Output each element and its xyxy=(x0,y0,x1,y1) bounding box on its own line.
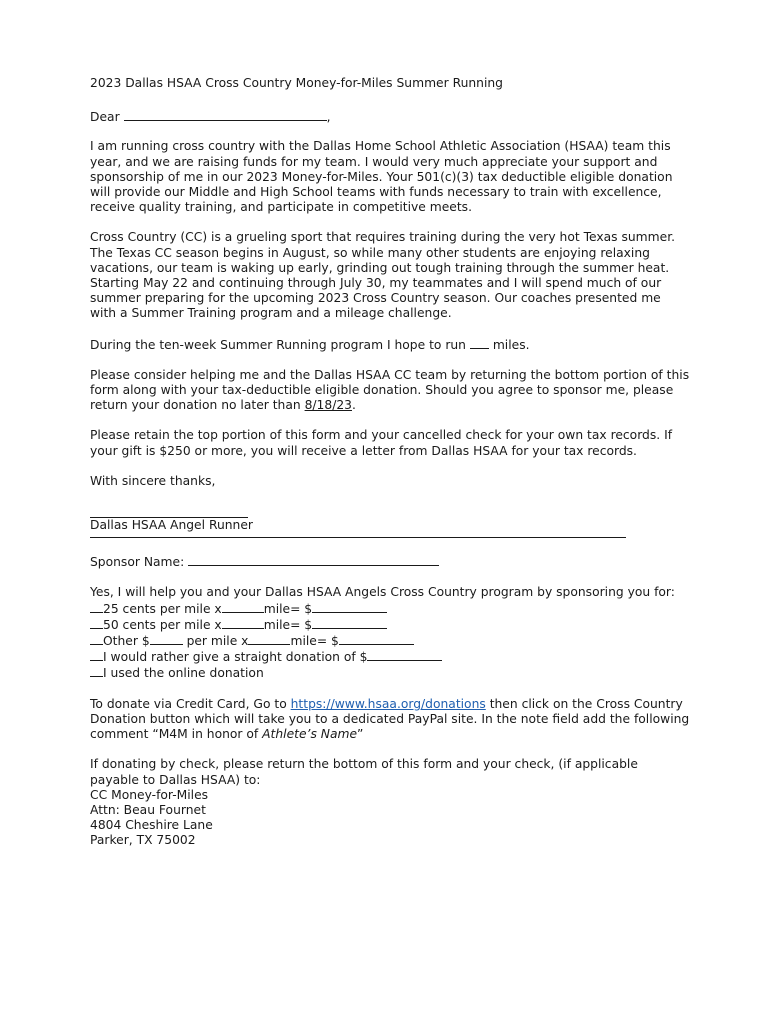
request-text: Please consider helping me and the Dallas HSAA CC team by returning the bottom portion of this form along with your tax-deductible eligible donation. Should you agree to sponsor me, please return your donation no later than xyxy=(90,367,690,413)
option-online-donation xyxy=(90,665,690,681)
intro-paragraph: I am running cross country with the Dallas Home School Athletic Association (HSAA) team this year, and we are raising funds for my team. I would very much appreciate your support and sponsorship of me in our 2023 Money-for-Miles. Your 501(c)(3) tax deductible eligible donation will provide our Middle and High School teams with funds necessary to train with excellence, receive quality training, and participate in competitive meets. xyxy=(90,139,673,215)
options-intro: Yes, I will help you and your Dallas HSAA Angels Cross Country program by sponsoring you for: xyxy=(90,585,675,600)
option-checkbox-blank xyxy=(90,649,103,661)
option-text: mile= $ xyxy=(290,634,339,649)
address-line: Attn: Beau Fournet xyxy=(90,802,206,817)
request-end: . xyxy=(351,398,356,413)
credit-card-paragraph xyxy=(90,697,690,743)
miles-blank xyxy=(222,601,264,613)
greeting-word: Dear xyxy=(90,110,120,125)
check-instructions xyxy=(90,757,690,848)
option-text: per mile x xyxy=(182,634,249,649)
mileage-goal-blank xyxy=(470,337,489,349)
mileage-goal-unit: miles. xyxy=(492,337,530,352)
season-paragraph: Cross Country (CC) is a grueling sport that requires training during the very hot Texas summer. The Texas CC season begins in August, so while many other students are enjoying relaxing vacations, our team is waking up early, grinding out tough training through the summer heat. Starting May 22 and continuing through July 30, my teammates and I will spend much of our summer preparing for the upcoming 2023 Cross Country season. Our coaches presented me with a Summer Training program and a mileage challenge. xyxy=(90,230,676,321)
cut-line-divider xyxy=(90,533,626,538)
donation-link[interactable]: https://www.hsaa.org/donations xyxy=(290,696,486,711)
miles-blank xyxy=(248,633,290,645)
option-text: 25 cents per mile x xyxy=(103,601,222,616)
amount-blank xyxy=(312,617,387,629)
option-checkbox-blank xyxy=(90,601,103,613)
amount-blank xyxy=(339,633,414,645)
option-text: mile= $ xyxy=(263,617,313,632)
greeting xyxy=(90,109,690,125)
recipient-name-blank xyxy=(124,109,327,121)
option-50-cents xyxy=(90,617,690,633)
option-text: 50 cents per mile x xyxy=(103,617,222,632)
tax-records-paragraph: Please retain the top portion of this form and your cancelled check for your own tax records. If your gift is $250 or more, you will receive a letter from Dallas HSAA for your tax records. xyxy=(90,428,673,458)
option-other-rate xyxy=(90,633,690,649)
option-text: I would rather give a straight donation of $ xyxy=(103,650,368,665)
credit-text-after: then click on the Cross Country Donation button which will take you to a dedicated PayPal site. In the note field add the following comment “M4M in honor of xyxy=(90,696,690,742)
sponsor-name-label: Sponsor Name: xyxy=(90,555,185,570)
option-checkbox-blank xyxy=(90,633,103,645)
option-text: Other $ xyxy=(103,634,150,649)
signature-line xyxy=(90,503,248,518)
signature-label: Dallas HSAA Angel Runner xyxy=(90,518,253,533)
option-text: I used the online donation xyxy=(103,666,264,681)
deadline-date: 8/18/23 xyxy=(304,398,352,413)
address-line: Parker, TX 75002 xyxy=(90,833,196,848)
option-25-cents xyxy=(90,601,690,617)
option-straight-donation xyxy=(90,649,690,665)
greeting-comma: , xyxy=(326,110,331,125)
athlete-name-placeholder: Athlete’s Name xyxy=(262,727,358,742)
credit-quote-end: ” xyxy=(357,727,364,742)
sponsor-name-field xyxy=(90,554,690,570)
request-paragraph xyxy=(90,368,690,414)
rate-blank xyxy=(150,633,183,645)
sponsor-name-blank xyxy=(188,554,439,566)
amount-blank xyxy=(367,649,442,661)
mileage-goal-paragraph xyxy=(90,337,690,353)
letter-page xyxy=(90,76,690,849)
option-text: mile= $ xyxy=(263,601,313,616)
credit-text: To donate via Credit Card, Go to xyxy=(90,696,291,711)
sponsorship-options xyxy=(90,585,690,681)
address-line: CC Money-for-Miles xyxy=(90,787,209,802)
option-checkbox-blank xyxy=(90,665,103,677)
option-checkbox-blank xyxy=(90,617,103,629)
check-text: If donating by check, please return the bottom of this form and your check, (if applicable payable to Dallas HSAA) to: xyxy=(90,757,638,787)
amount-blank xyxy=(312,601,387,613)
address-line: 4804 Cheshire Lane xyxy=(90,818,213,833)
page-title: 2023 Dallas HSAA Cross Country Money-for-Miles Summer Running xyxy=(90,76,503,90)
miles-blank xyxy=(222,617,264,629)
mileage-goal-text: During the ten-week Summer Running program I hope to run xyxy=(90,337,466,352)
closing-line: With sincere thanks, xyxy=(90,473,216,488)
